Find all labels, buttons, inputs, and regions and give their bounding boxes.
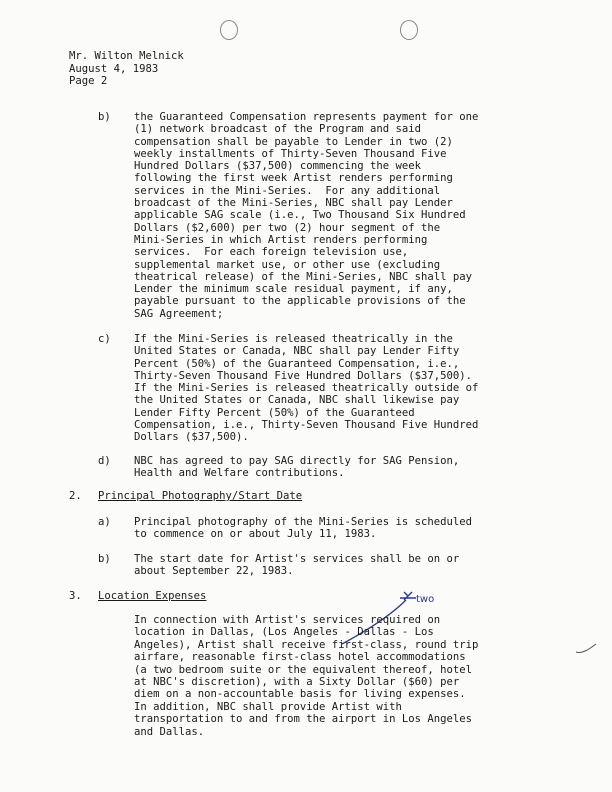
item-d-paragraph <box>134 455 459 480</box>
text-line: Thirty-Seven Thousand Five Hundred Dollars ($37,500). <box>134 369 473 382</box>
text-line: Lender Fifty Percent (50%) of the Guaranteed <box>134 406 415 419</box>
text-line: theatrical release) of the Mini-Series, NBC shall pay <box>134 270 473 283</box>
text-line: airfare, reasonable first-class hotel accommodations <box>134 651 466 664</box>
text-line: payable pursuant to the applicable provisions of the <box>134 295 466 308</box>
item-b-paragraph <box>134 111 478 320</box>
text-line: In connection with Artist's services required on <box>134 614 441 626</box>
text-line: Lender the minimum scale residual payment, if any, <box>134 283 453 296</box>
text-line: United States or Canada, NBC shall pay Lender Fifty <box>134 345 460 358</box>
letter-header <box>69 50 184 88</box>
text-line: following the first week Artist renders performing <box>134 172 453 185</box>
page-number: Page 2 <box>69 75 108 87</box>
item-c-paragraph <box>134 333 478 444</box>
text-line: about September 22, 1983. <box>134 565 294 578</box>
text-line: If the Mini-Series is released theatrically in the <box>134 333 453 345</box>
text-line: Dollars ($2,600) per two (2) hour segment of the <box>134 221 441 234</box>
item-c-label: c) <box>98 333 111 345</box>
text-line: diem on a non-accountable basis for living expenses. <box>134 688 466 701</box>
section-3-title: Location Expenses <box>98 590 207 602</box>
text-line: services in the Mini-Series. For any additional <box>134 184 441 197</box>
section-2-item-a-label: a) <box>98 516 111 528</box>
text-line: Principal photography of the Mini-Series is scheduled <box>134 516 473 528</box>
text-line: If the Mini-Series is released theatrically outside of <box>134 382 479 395</box>
handwritten-note: two <box>416 594 435 605</box>
text-line: NBC has agreed to pay SAG directly for SAG Pension, <box>134 455 460 467</box>
text-line: Hundred Dollars ($37,500) commencing the week <box>134 160 422 173</box>
text-line: weekly installments of Thirty-Seven Thousand Five <box>134 147 447 160</box>
text-line: to commence on or about July 11, 1983. <box>134 528 377 541</box>
text-line: transportation to and from the airport in Los Angeles <box>134 713 473 726</box>
text-line: In addition, NBC shall provide Artist with <box>134 700 402 713</box>
text-line: supplemental market use, or other use (excluding <box>134 258 441 271</box>
text-line: Angeles), Artist shall receive first-class, round trip <box>134 638 479 651</box>
text-line: (a two bedroom suite or the equivalent thereof, hotel <box>134 663 473 676</box>
text-line: services. For each foreign television use, <box>134 246 409 259</box>
text-line: compensation shall be payable to Lender in two (2) <box>134 135 453 148</box>
section-3-number: 3. <box>69 590 82 602</box>
text-line: (1) network broadcast of the Program and said <box>134 123 422 136</box>
text-line: and Dallas. <box>134 725 205 738</box>
text-line: location in Dallas, (Los Angeles - Dallas - Los <box>134 626 434 639</box>
text-line: Health and Welfare contributions. <box>134 467 345 480</box>
text-line: SAG Agreement; <box>134 307 224 320</box>
section-2-item-b-paragraph <box>134 553 459 578</box>
punch-hole-left <box>220 20 238 40</box>
text-line: Mini-Series in which Artist renders performing <box>134 233 428 246</box>
text-line: Percent (50%) of the Guaranteed Compensation, i.e., <box>134 357 460 370</box>
text-line: Dollars ($37,500). <box>134 431 249 444</box>
text-line: Compensation, i.e., Thirty-Seven Thousand Five Hundred <box>134 419 479 432</box>
section-2-item-a-paragraph <box>134 516 472 541</box>
item-d-label: d) <box>98 455 111 467</box>
recipient-name: Mr. Wilton Melnick <box>69 50 184 62</box>
pen-tick-mark <box>572 640 602 660</box>
item-b-label: b) <box>98 111 111 123</box>
punch-hole-right <box>400 20 418 40</box>
text-line: applicable SAG scale (i.e., Two Thousand Six Hundred <box>134 209 466 222</box>
text-line: the United States or Canada, NBC shall likewise pay <box>134 394 460 407</box>
text-line: broadcast of the Mini-Series, NBC shall pay Lender <box>134 197 453 210</box>
text-line: the Guaranteed Compensation represents payment for one <box>134 111 479 123</box>
section-3-paragraph <box>134 614 478 738</box>
text-line: at NBC's discretion), with a Sixty Dollar ($60) per <box>134 676 460 689</box>
section-2-number: 2. <box>69 490 82 502</box>
section-2-title: Principal Photography/Start Date <box>98 490 303 502</box>
section-2-item-b-label: b) <box>98 553 111 565</box>
letter-date: August 4, 1983 <box>69 62 159 75</box>
text-line: The start date for Artist's services shall be on or <box>134 553 460 565</box>
